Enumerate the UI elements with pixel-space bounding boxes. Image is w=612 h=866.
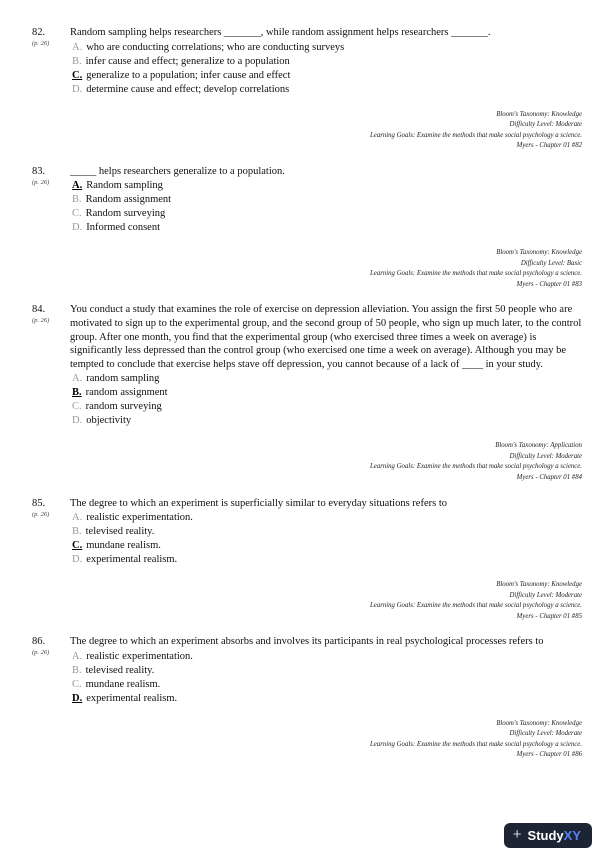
- choice-text: Random assignment: [85, 194, 172, 206]
- metadata-line: Difficulty Level: Moderate: [509, 591, 582, 599]
- choice-text: objectivity: [86, 415, 132, 427]
- choice-letter: D.: [72, 83, 83, 95]
- brand-accent: XY: [563, 828, 581, 843]
- answer-choice: [72, 207, 582, 221]
- choice-text: realistic experimentation.: [86, 512, 193, 524]
- answer-choice: [72, 664, 582, 678]
- question-body: [70, 165, 582, 304]
- metadata-line: Myers - Chapter 01 #83: [516, 280, 582, 288]
- question-number: 83.: [32, 165, 46, 177]
- question-gutter: [32, 303, 70, 324]
- metadata-line: Myers - Chapter 01 #85: [516, 612, 582, 620]
- answer-choices: [70, 372, 582, 428]
- question-block: [32, 26, 582, 165]
- answer-choice: [72, 414, 582, 428]
- metadata-line: Bloom's Taxonomy: Knowledge: [496, 719, 582, 727]
- choice-text: mundane realism.: [85, 678, 161, 690]
- question-number: 86.: [32, 636, 46, 648]
- correct-choice-letter: C.: [72, 540, 83, 552]
- question-body: [70, 303, 582, 496]
- choice-text: who are conducting correlations; who are conducting surveys: [86, 41, 345, 53]
- choice-text: mundane realism.: [86, 540, 161, 552]
- question-body: [70, 635, 582, 774]
- choice-letter: B.: [72, 526, 82, 538]
- question-text: _____ helps researchers generalize to a population.: [70, 165, 285, 177]
- choice-letter: B.: [72, 194, 82, 206]
- correct-choice-letter: A.: [72, 180, 83, 192]
- choice-letter: D.: [72, 415, 83, 427]
- metadata-line: Difficulty Level: Moderate: [509, 452, 582, 460]
- question-block: [32, 497, 582, 636]
- choice-text: random sampling: [86, 373, 160, 385]
- question-number: 84.: [32, 304, 46, 316]
- metadata-line: Myers - Chapter 01 #84: [516, 474, 582, 481]
- question-metadata: [70, 110, 582, 152]
- question-text: The degree to which an experiment absorbs and involves its participants in real psychological processes refers to: [70, 636, 544, 648]
- answer-choice: [72, 179, 582, 193]
- metadata-line: Difficulty Level: Moderate: [509, 121, 582, 129]
- question-metadata: [70, 719, 582, 761]
- question-gutter: [32, 165, 70, 186]
- answer-choice: [72, 525, 582, 539]
- choice-text: infer cause and effect; generalize to a population: [85, 55, 290, 67]
- answer-choice: [72, 511, 582, 525]
- answer-choice: [72, 692, 582, 706]
- metadata-line: Myers - Chapter 01 #82: [516, 142, 582, 150]
- metadata-line: Bloom's Taxonomy: Knowledge: [496, 249, 582, 257]
- choice-letter: C.: [72, 401, 82, 413]
- question-text: Random sampling helps researchers _______, while random assignment helps researchers _______.: [70, 27, 491, 38]
- answer-choice: [72, 400, 582, 414]
- question-number: 85.: [32, 497, 46, 509]
- choice-text: random assignment: [85, 387, 168, 399]
- choice-letter: B.: [72, 664, 82, 676]
- answer-choices: [70, 41, 582, 97]
- choice-text: televised reality.: [85, 664, 155, 676]
- answer-choice: [72, 650, 582, 664]
- metadata-line: Learning Goals: Examine the methods that make social psychology a science.: [370, 740, 582, 748]
- question-page-ref: (p. 26): [32, 649, 50, 657]
- question-page-ref: (p. 26): [32, 317, 50, 325]
- studyxy-logo: [504, 823, 592, 848]
- question-body: [70, 497, 582, 636]
- choice-text: Informed consent: [86, 222, 160, 234]
- choice-text: Random surveying: [85, 208, 166, 220]
- correct-choice-letter: C.: [72, 69, 83, 81]
- answer-choices: [70, 511, 582, 567]
- choice-letter: C.: [72, 208, 82, 220]
- answer-choice: [72, 553, 582, 567]
- correct-choice-letter: B.: [72, 387, 82, 399]
- metadata-line: Bloom's Taxonomy: Knowledge: [496, 110, 582, 118]
- metadata-line: Bloom's Taxonomy: Knowledge: [496, 581, 582, 589]
- brand-name: [528, 829, 581, 842]
- answer-choice: [72, 372, 582, 386]
- choice-text: televised reality.: [85, 526, 155, 538]
- answer-choice: [72, 678, 582, 692]
- metadata-line: Bloom's Taxonomy: Application: [495, 442, 582, 450]
- answer-choice: [72, 193, 582, 207]
- answer-choices: [70, 179, 582, 235]
- choice-letter: A.: [72, 650, 83, 662]
- brand-primary: Study: [527, 828, 564, 843]
- question-metadata: [70, 248, 582, 290]
- question-text: You conduct a study that examines the role of exercise on depression alleviation. You assign the first 50 people who are motivated to sign up to the experimental group, and the second group of 50 people, who sign up much later, to the control group. After one month, you find that the experimental group (who exercised three times a week on average) is significantly less depressed than the control group (who exercised one time a week on average). Although you may be tempted to conclude that exercise helps stave off depression, you cannot because of a lack of ____ in your study.: [70, 304, 582, 370]
- answer-choice: [72, 386, 582, 400]
- choice-letter: B.: [72, 55, 82, 67]
- question-block: [32, 165, 582, 304]
- answer-choice: [72, 539, 582, 553]
- question-gutter: [32, 497, 70, 518]
- choice-letter: C.: [72, 678, 82, 690]
- metadata-line: Difficulty Level: Basic: [520, 259, 582, 267]
- answer-choice: [72, 83, 582, 97]
- metadata-line: Learning Goals: Examine the methods that make social psychology a science.: [370, 602, 582, 610]
- question-metadata: [70, 580, 582, 622]
- question-block: [32, 635, 582, 774]
- metadata-line: Learning Goals: Examine the methods that make social psychology a science.: [370, 463, 582, 471]
- choice-text: experimental realism.: [86, 554, 178, 566]
- choice-text: determine cause and effect; develop correlations: [86, 83, 290, 95]
- choice-letter: A.: [72, 41, 83, 53]
- answer-choices: [70, 650, 582, 706]
- choice-text: generalize to a population; infer cause and effect: [86, 69, 291, 81]
- choice-text: experimental realism.: [86, 692, 178, 704]
- metadata-line: Learning Goals: Examine the methods that make social psychology a science.: [370, 131, 582, 139]
- choice-letter: D.: [72, 554, 83, 566]
- question-page-ref: (p. 26): [32, 510, 50, 518]
- choice-text: realistic experimentation.: [86, 650, 193, 662]
- question-text: The degree to which an experiment is superficially similar to everyday situations refers to: [70, 497, 448, 509]
- metadata-line: Learning Goals: Examine the methods that make social psychology a science.: [370, 270, 582, 278]
- choice-letter: A.: [72, 373, 83, 385]
- answer-choice: [72, 55, 582, 69]
- correct-choice-letter: D.: [72, 692, 83, 704]
- answer-choice: [72, 221, 582, 235]
- question-body: [70, 26, 582, 165]
- answer-choice: [72, 41, 582, 55]
- question-page-ref: (p. 26): [32, 40, 50, 47]
- question-gutter: [32, 26, 70, 47]
- metadata-line: Difficulty Level: Moderate: [509, 730, 582, 738]
- metadata-line: Myers - Chapter 01 #86: [516, 751, 582, 759]
- question-metadata: [70, 441, 582, 483]
- question-page-ref: (p. 26): [32, 178, 50, 186]
- plus-icon: +: [512, 826, 522, 843]
- choice-letter: A.: [72, 512, 83, 524]
- question-number: 82.: [32, 27, 46, 38]
- choice-text: Random sampling: [86, 180, 163, 192]
- question-gutter: [32, 635, 70, 656]
- question-block: [32, 303, 582, 496]
- choice-letter: D.: [72, 222, 83, 234]
- choice-text: random surveying: [85, 401, 162, 413]
- answer-choice: [72, 69, 582, 83]
